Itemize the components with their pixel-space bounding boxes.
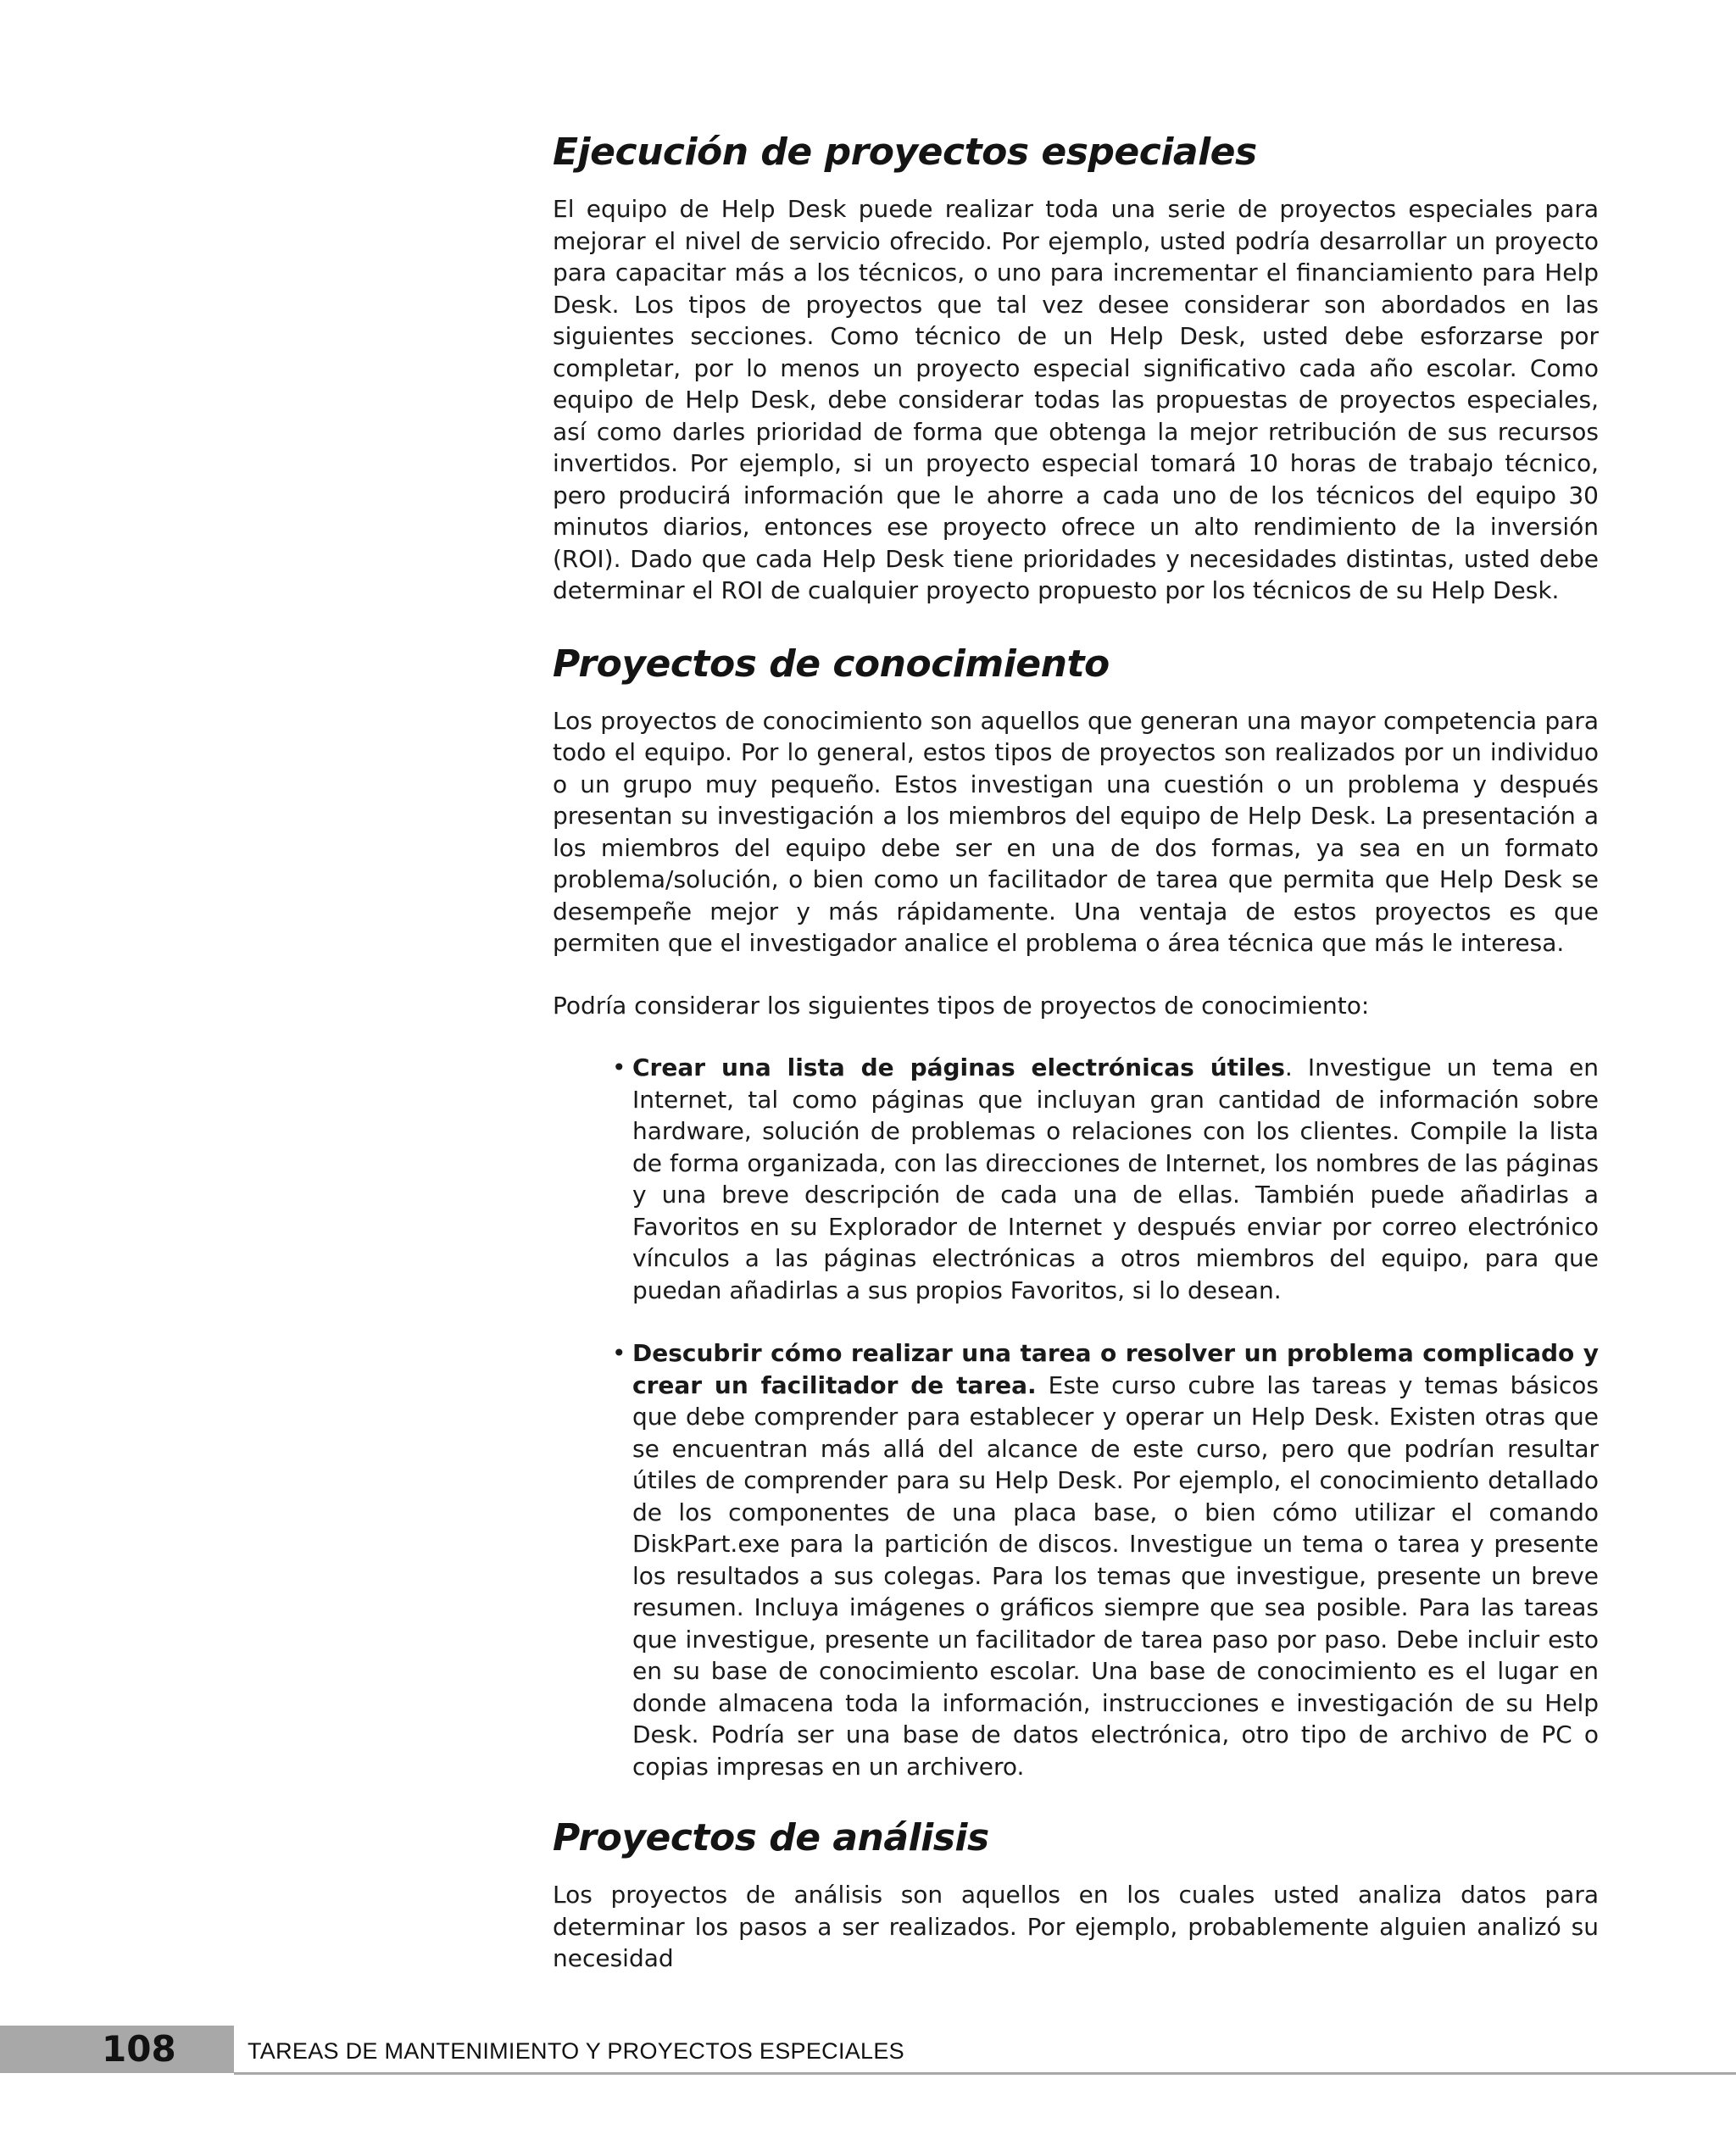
bullet-marker: • — [612, 1053, 626, 1081]
bullet-list — [553, 1052, 1599, 1782]
footer-rule — [234, 2072, 1736, 2075]
list-item — [612, 1337, 1600, 1782]
section-paragraph: El equipo de Help Desk puede realizar toda una serie de proyectos especiales para mejorar el nivel de servicio ofrecido. Por ejemplo, usted podría desarrollar un proyecto para capacitar más a los técnicos, o uno para incrementar el financiamiento para Help Desk. Los tipos de proyectos que tal vez desee considerar son abordados en las siguientes secciones. Como técnico de un Help Desk, usted debe esforzarse por completar, por lo menos un proyecto especial significativo cada año escolar. Como equipo de Help Desk, debe considerar todas las propuestas de proyectos especiales, así como darles prioridad de forma que obtenga la mejor retribución de sus recursos invertidos. Por ejemplo, si un proyecto especial tomará 10 horas de trabajo técnico, pero producirá información que le ahorre a cada uno de los técnicos del equipo 30 minutos diarios, entonces ese proyecto ofrece un alto rendimiento de la inversión (ROI). Dado que cada Help Desk tiene prioridades y necesidades distintas, usted debe determinar el ROI de cualquier proyecto propuesto por los técnicos de su Help Desk. — [553, 195, 1599, 604]
page-number: 108 — [102, 2028, 176, 2070]
section-paragraph: Los proyectos de conocimiento son aquellos que generan una mayor competencia para todo el equipo. Por lo general, estos tipos de proyectos son realizados por un individuo o un grupo muy pequeño. Estos investigan una cuestión o un problema y después presentan su investigación a los miembros del equipo de Help Desk. La presentación a los miembros del equipo debe ser en una de dos formas, ya sea en un formato problema/solución, o bien como un facilitador de tarea que permita que Help Desk se desempeñe mejor y más rápidamente. Una ventaja de estos proyectos es que permiten que el investigador analice el problema o área técnica que más le interesa. — [553, 706, 1599, 957]
page-footer — [0, 2026, 1736, 2075]
section-conocimiento — [553, 639, 1599, 1783]
list-item-text: . Investigue un tema en Internet, tal como páginas que incluyan gran cantidad de información sobre hardware, solución de problemas o relaciones con los clientes. Compile la lista de forma organizada, con las direcciones de Internet, los nombres de las páginas y una breve descripción de cada una de ellas. También puede añadirlas a Favoritos en su Explorador de Internet y después enviar por correo electrónico vínculos a las páginas electrónicas a otros miembros del equipo, para que puedan añadirlas a sus propios Favoritos, si lo desean. — [632, 1053, 1599, 1304]
section-analisis — [553, 1813, 1599, 1975]
section-heading: Proyectos de análisis — [553, 1816, 989, 1859]
section-heading: Ejecución de proyectos especiales — [553, 131, 1257, 174]
list-intro: Podría considerar los siguientes tipos de proyectos de conocimiento: — [553, 991, 1370, 1020]
bullet-marker: • — [612, 1339, 626, 1367]
section-paragraph: Los proyectos de análisis son aquellos en los cuales usted analiza datos para determinar los pasos a ser realizados. Por ejemplo, probablemente alguien analizó su necesidad — [553, 1881, 1599, 1972]
list-item-text: Este curso cubre las tareas y temas básicos que debe comprender para establecer y operar un Help Desk. Existen otras que se encuentran más allá del alcance de este curso, pero que podrían resultar útiles de comprender para su Help Desk. Por ejemplo, el conocimiento detallado de los componentes de una placa base, o bien cómo utilizar el comando DiskPart.exe para la partición de discos. Investigue un tema o tarea y presente los resultados a sus colegas. Para los temas que investigue, presente un breve resumen. Incluya imágenes o gráficos siempre que sea posible. Para las tareas que investigue, presente un facilitador de tarea paso por paso. Debe incluir esto en su base de conocimiento escolar. Una base de conocimiento es el lugar en donde almacena toda la información, instrucciones e investigación de su Help Desk. Podría ser una base de datos electrónica, otro tipo de archivo de PC o copias impresas en un archivero. — [632, 1370, 1600, 1781]
page-number-box — [0, 2026, 234, 2073]
list-item-title: Crear una lista de páginas electrónicas útiles — [632, 1053, 1285, 1081]
running-footer-title: TAREAS DE MANTENIMIENTO Y PROYECTOS ESPECIALES — [248, 2038, 904, 2064]
list-item-title: Descubrir cómo realizar una tarea o resolver un problema complicado y crear un facilitador de tarea. — [632, 1339, 1599, 1399]
section-heading: Proyectos de conocimiento — [553, 642, 1110, 686]
section-ejecucion — [553, 127, 1599, 607]
page-content — [553, 127, 1599, 2007]
list-item — [612, 1052, 1599, 1306]
